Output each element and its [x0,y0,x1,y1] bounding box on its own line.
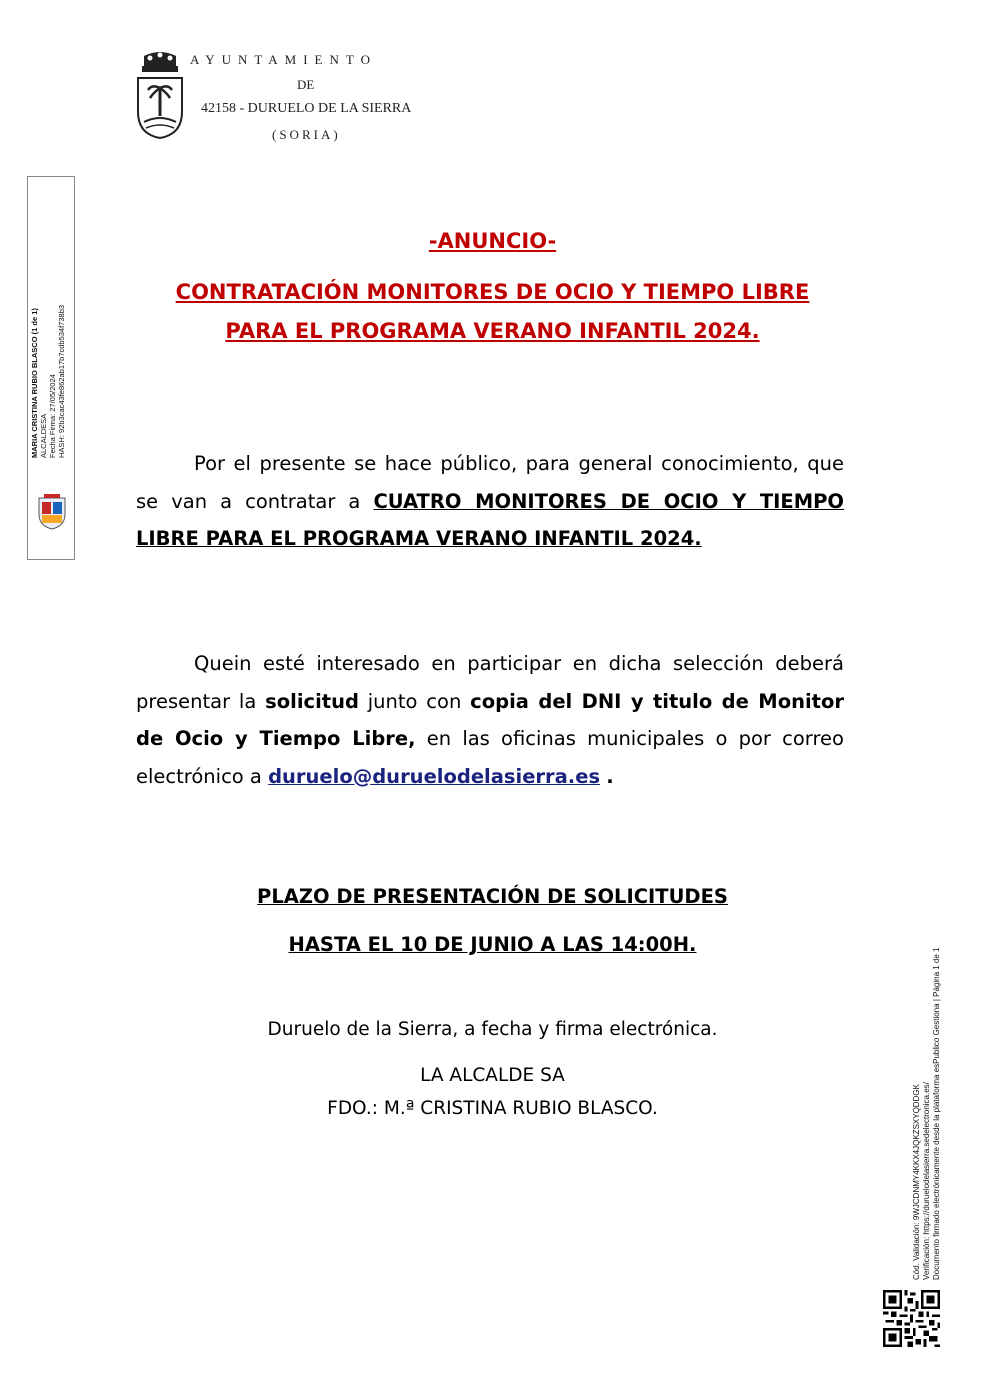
deadline-line1: PLAZO DE PRESENTACIÓN DE SOLICITUDES [257,885,728,908]
paragraph1-highlight: CUATRO MONITORES DE OCIO Y TIEMPO LIBRE PARA EL PROGRAMA VERANO INFANTIL 2024. [136,489,845,550]
signature-place-date: Duruelo de la Sierra, a fecha y firma electrónica. [267,1019,718,1040]
validation-url: Verificación: https://duruelodelasierra.sedelectronica.es/ [922,1082,931,1280]
paragraph2-text-d: . [606,764,614,788]
paragraph-announcement [136,445,844,558]
paragraph1-text: Por el presente se hace público, para general conocimiento, que se van a contratar a [136,452,844,513]
validation-doc: Documento firmado electrónicamente desde la plataforma esPublico Gestiona | Página 1 de 1 [932,947,941,1280]
announcement-title-line1: CONTRATACIÓN MONITORES DE OCIO Y TIEMPO LIBRE [175,280,810,304]
stamp-crest-icon [36,494,68,530]
paragraph2-text-a: Quein esté interesado en participar en dicha selección deberá presentar la [136,652,844,713]
stamp-hash: HASH: 92b3cac43fe862ab17b7cdb534f738b3 [57,304,66,458]
announcement-label: -ANUNCIO- [428,229,557,253]
stamp-sign-date: Fecha Firma: 27/05/2024 [48,374,57,458]
stamp-signer-name: MARIA CRISTINA RUBIO BLASCO (1 de 1) [30,308,39,458]
deadline-line2: HASTA EL 10 DE JUNIO A LAS 14:00H. [288,933,697,956]
paragraph2-text-c: en las oficinas municipales o por correo electrónico a [136,727,844,788]
qr-code-icon [883,1290,940,1347]
letterhead-line3: 42158 - DURUELO DE LA SIERRA [201,101,412,116]
paragraph2-bold-b: copia del DNI y titulo de Monitor de Ocio y Tiempo Libre, [136,689,844,750]
validation-code: Cód. Validación: 9WJCDNMY4KKX4JQKZSXYQDDGK [912,1084,921,1280]
announcement-title-line2: PARA EL PROGRAMA VERANO INFANTIL 2024. [225,319,760,343]
letterhead-line2: DE [297,77,315,92]
signature-name: FDO.: M.ª CRISTINA RUBIO BLASCO. [327,1098,658,1119]
letterhead-line1: AYUNTAMIENTO [190,52,377,67]
paragraph-requirements [136,645,844,795]
signature-role: LA ALCALDE SA [420,1065,565,1086]
email-link[interactable]: duruelo@duruelodelasierra.es [268,764,601,788]
paragraph2-text-b: junto con [358,689,462,713]
letterhead-line4: (SORIA) [272,127,341,142]
stamp-signer-role: ALCALDESA [39,413,48,458]
municipal-crest-icon [134,50,186,140]
paragraph2-bold-a: solicitud [265,689,359,713]
